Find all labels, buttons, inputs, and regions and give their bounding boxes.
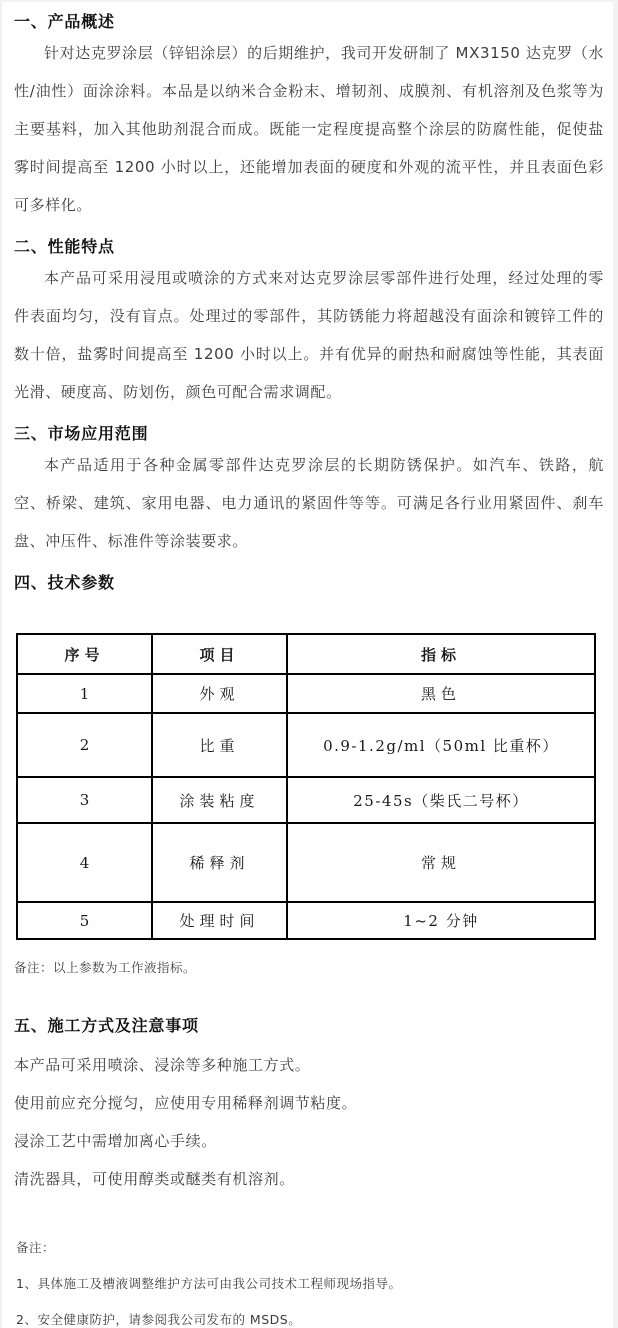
- table-row: [17, 823, 595, 902]
- table-row: [17, 902, 595, 939]
- table-cell-item: 处理时间: [152, 902, 287, 939]
- instruction-line: 本产品可采用喷涂、浸涂等多种施工方式。: [14, 1056, 311, 1074]
- section-heading-instructions: 五、施工方式及注意事项: [14, 1016, 199, 1035]
- instruction-line: 使用前应充分搅匀，应使用专用稀释剂调节粘度。: [14, 1094, 358, 1112]
- table-header-row: [17, 634, 595, 674]
- table-cell-indicator: 常规: [287, 823, 595, 902]
- applications-paragraph: 本产品适用于各种金属零部件达克罗涂层的长期防锈保护。如汽车、铁路，航空、桥梁、建筑、家用电器、电力通讯的紧固件等等。可满足各行业用紧固件、刹车盘、冲压件、标准件等涂装要求。: [14, 456, 604, 550]
- features-paragraph: 本产品可采用浸甩或喷涂的方式来对达克罗涂层零部件进行处理，经过处理的零件表面均匀，没有盲点。处理过的零部件，其防锈能力将超越没有面涂和镀锌工件的数十倍，盐雾时间提高至 1200 小时以上。并有优异的耐热和耐腐蚀等性能，其表面光滑、硬度高、防划伤，颜色可配合需求调配。: [14, 269, 604, 401]
- table-row: [17, 674, 595, 713]
- table-cell-indicator: 25-45s（柴氏二号杯）: [287, 777, 595, 823]
- table-cell-item: 稀释剂: [152, 823, 287, 902]
- table-cell-item: 外观: [152, 674, 287, 713]
- table-cell-item: 比重: [152, 713, 287, 777]
- table-cell-item: 涂装粘度: [152, 777, 287, 823]
- table-cell-index: 2: [17, 713, 152, 777]
- instructions-list: [14, 1046, 604, 1198]
- table-cell-indicator: 0.9-1.2g/ml（50ml 比重杯）: [287, 713, 595, 777]
- table-cell-index: 5: [17, 902, 152, 939]
- table-header-item: 项目: [152, 634, 287, 674]
- table-cell-indicator: 1~2 分钟: [287, 902, 595, 939]
- table-row: [17, 777, 595, 823]
- table-row: [17, 713, 595, 777]
- instruction-line: 浸涂工艺中需增加离心手续。: [14, 1132, 217, 1150]
- section-heading-overview: 一、产品概述: [14, 12, 115, 31]
- table-cell-index: 3: [17, 777, 152, 823]
- tech-parameters-table: [16, 633, 596, 940]
- section-heading-features: 二、性能特点: [14, 237, 115, 256]
- table-cell-index: 4: [17, 823, 152, 902]
- table-cell-index: 1: [17, 674, 152, 713]
- section-heading-specs: 四、技术参数: [14, 573, 115, 592]
- instruction-line: 清洗器具，可使用醇类或醚类有机溶剂。: [14, 1170, 295, 1188]
- remark-item: 2、安全健康防护，请参阅我公司发布的 MSDS。: [16, 1312, 302, 1327]
- overview-paragraph: 针对达克罗涂层（锌铝涂层）的后期维护，我司开发研制了 MX3150 达克罗（水性/油性）面涂涂料。本品是以纳米合金粉末、增韧剂、成膜剂、有机溶剂及色浆等为主要基料，加入其他助剂混合而成。既能一定程度提高整个涂层的防腐性能，促使盐雾时间提高至 1200 小时以上，还能增加表面的硬度和外观的流平性，并且表面色彩可多样化。: [14, 44, 604, 214]
- remark-item: 1、具体施工及槽液调整维护方法可由我公司技术工程师现场指导。: [16, 1276, 402, 1291]
- remarks-title: 备注：: [16, 1240, 56, 1255]
- table-header-index: 序号: [17, 634, 152, 674]
- table-note: 备注：以上参数为工作液指标。: [14, 960, 197, 975]
- section-heading-applications: 三、市场应用范围: [14, 424, 149, 443]
- table-header-indicator: 指标: [287, 634, 595, 674]
- table-cell-indicator: 黑色: [287, 674, 595, 713]
